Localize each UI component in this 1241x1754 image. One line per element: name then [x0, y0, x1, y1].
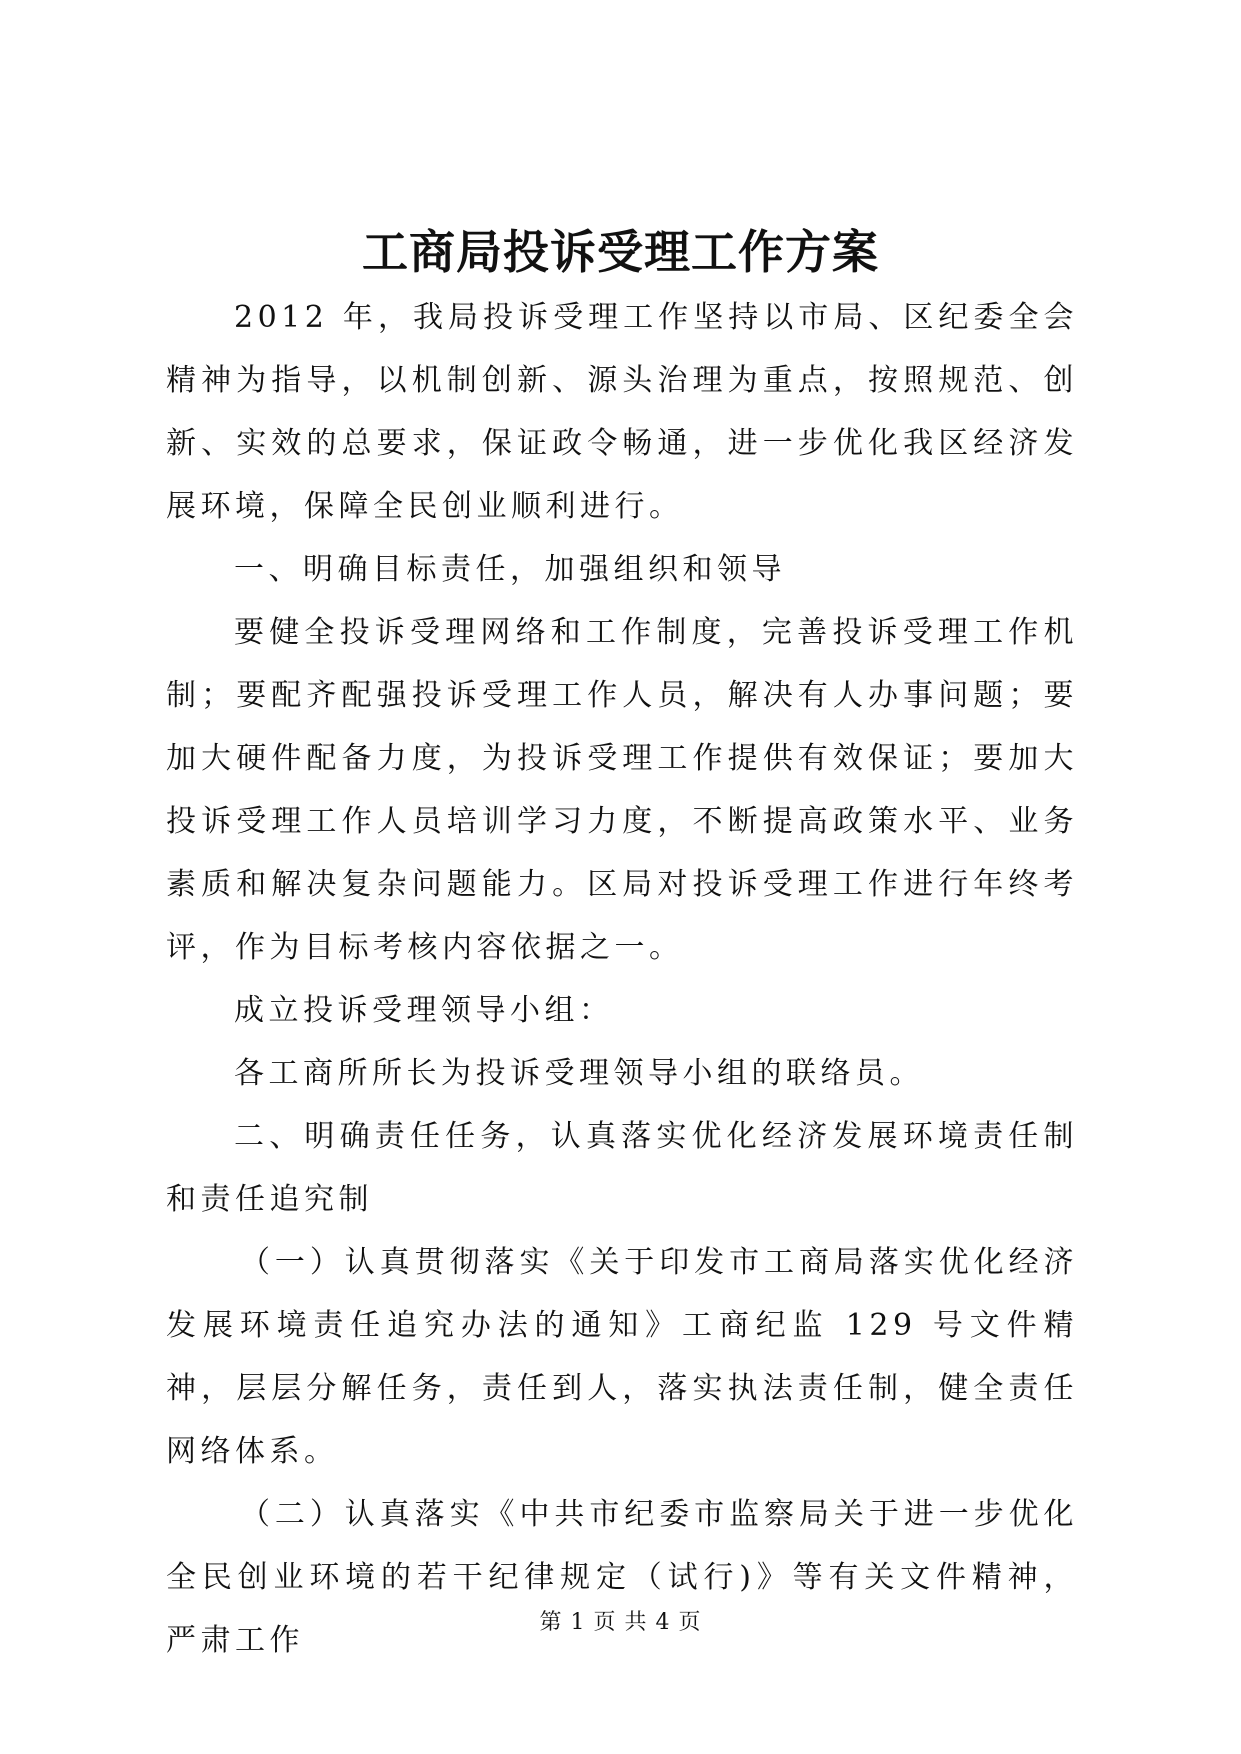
paragraph-leading-group: 成立投诉受理领导小组： — [234, 993, 614, 1028]
document-title: 工商局投诉受理工作方案 — [362, 225, 879, 279]
paragraph-intro: 2012 年，我局投诉受理工作坚持以市局、区纪委全会精神为指导，以机制创新、源头治理为重点，按照规范、创新、实效的总要求，保证政令畅通，进一步优化我区经济发展环境，保障全民创业顺利进行。 — [166, 300, 1078, 524]
paragraph-liaison: 各工商所所长为投诉受理领导小组的联络员。 — [234, 1056, 924, 1091]
paragraph-item-2: （二）认真落实《中共市纪委市监察局关于进一步优化全民创业环境的若干纪律规定（试行)》等有关文件精神，严肃工作 — [166, 1497, 1078, 1658]
paragraph-section-1-body: 要健全投诉受理网络和工作制度，完善投诉受理工作机制；要配齐配强投诉受理工作人员，解决有人办事问题；要加大硬件配备力度，为投诉受理工作提供有效保证；要加大投诉受理工作人员培训学习力度，不断提高政策水平、业务素质和解决复杂问题能力。区局对投诉受理工作进行年终考评，作为目标考核内容依据之一。 — [166, 615, 1078, 965]
heading-section-2: 二、明确责任任务，认真落实优化经济发展环境责任制和责任追究制 — [166, 1119, 1078, 1217]
heading-section-1: 一、明确目标责任，加强组织和领导 — [234, 552, 786, 587]
paragraph-item-1: （一）认真贯彻落实《关于印发市工商局落实优化经济发展环境责任追究办法的通知》工商纪监 129 号文件精神，层层分解任务，责任到人，落实执法责任制，健全责任网络体系。 — [166, 1245, 1078, 1469]
page-footer: 第 1 页 共 4 页 — [539, 1610, 702, 1635]
document-body — [166, 286, 1078, 1672]
